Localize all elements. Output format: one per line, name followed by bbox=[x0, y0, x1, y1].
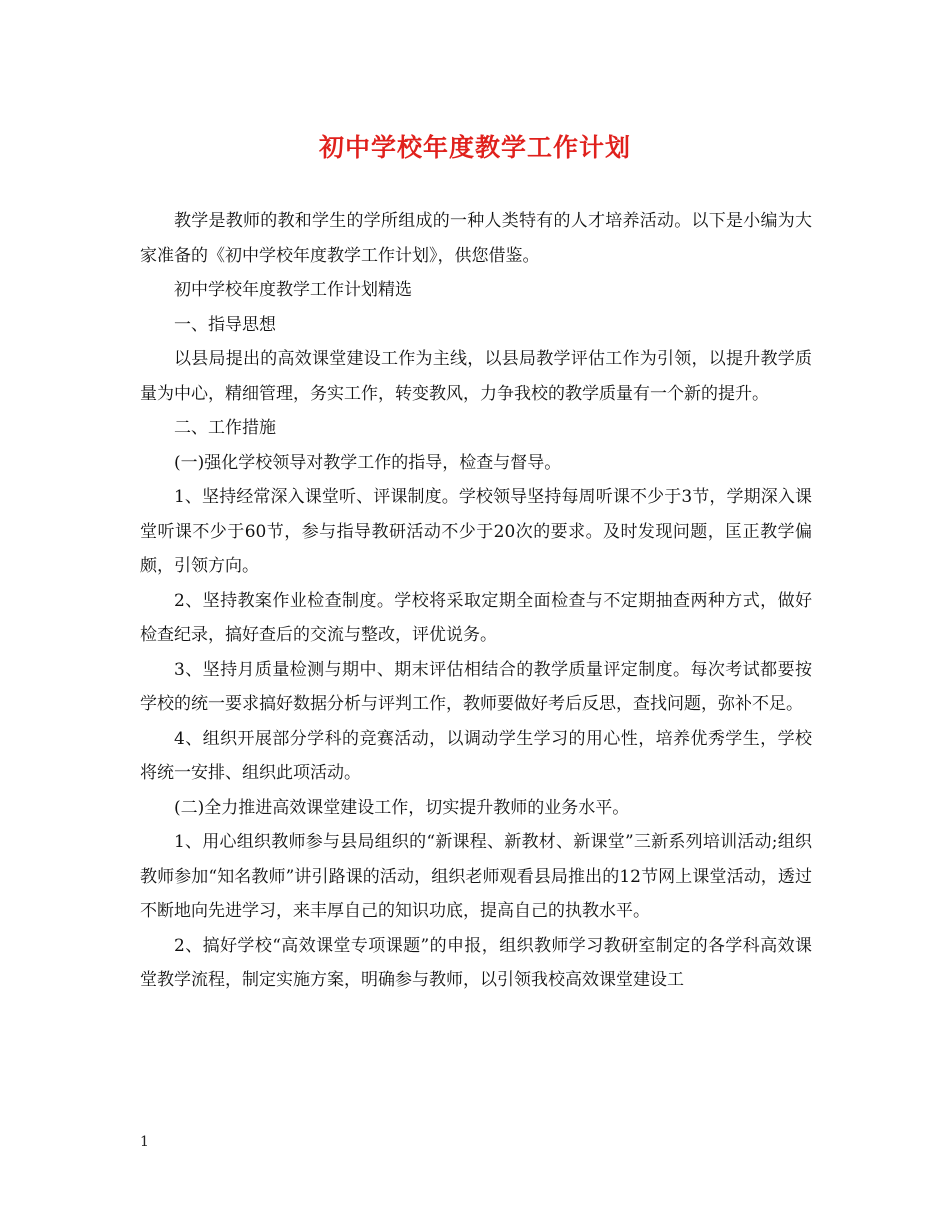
document-body bbox=[140, 204, 812, 998]
list-item: 2、坚持教案作业检查制度。学校将采取定期全面检查与不定期抽查两种方式，做好检查纪录，搞好查后的交流与整改，评优说务。 bbox=[140, 590, 812, 645]
paragraph-intro: 教学是教师的教和学生的学所组成的一种人类特有的人才培养活动。以下是小编为大家准备的《初中学校年度教学工作计划》，供您借鉴。 bbox=[140, 211, 812, 266]
section-heading-work-measures: 二、工作措施 bbox=[174, 418, 276, 438]
page-number: 1 bbox=[140, 1134, 149, 1150]
subsection-heading-1: (一)强化学校领导对教学工作的指导，检查与督导。 bbox=[174, 452, 562, 473]
list-item: 4、组织开展部分学科的竞赛活动，以调动学生学习的用心性，培养优秀学生，学校将统一安排、组织此项活动。 bbox=[140, 728, 812, 783]
document-title: 初中学校年度教学工作计划 bbox=[318, 133, 631, 162]
paragraph-guiding-ideology: 以县局提出的高效课堂建设工作为主线，以县局教学评估工作为引领，以提升教学质量为中心，精细管理，务实工作，转变教风，力争我校的教学质量有一个新的提升。 bbox=[140, 349, 812, 404]
subsection-heading-2: (二)全力推进高效课堂建设工作，切实提升教师的业务水平。 bbox=[174, 797, 630, 818]
section-heading-guiding-ideology: 一、指导思想 bbox=[174, 314, 276, 335]
list-item: 1、用心组织教师参与县局组织的“新课程、新教材、新课堂”三新系列培训活动;组织教师参加“知名教师”讲引路课的活动，组织老师观看县局推出的12节网上课堂活动，透过不断地向先进学习，来丰厚自己的知识功底，提高自己的执教水平。 bbox=[140, 832, 812, 921]
list-item: 1、坚持经常深入课堂听、评课制度。学校领导坚持每周听课不少于3节，学期深入课堂听课不少于60节，参与指导教研活动不少于20次的要求。及时发现问题，匡正教学偏颇，引领方向。 bbox=[140, 487, 812, 576]
paragraph-subtitle: 初中学校年度教学工作计划精选 bbox=[174, 280, 412, 300]
list-item: 2、搞好学校“高效课堂专项课题”的申报，组织教师学习教研室制定的各学科高效课堂教学流程，制定实施方案，明确参与教师，以引领我校高效课堂建设工 bbox=[140, 935, 812, 990]
list-item: 3、坚持月质量检测与期中、期末评估相结合的教学质量评定制度。每次考试都要按学校的统一要求搞好数据分析与评判工作，教师要做好考后反思，查找问题，弥补不足。 bbox=[140, 659, 812, 714]
